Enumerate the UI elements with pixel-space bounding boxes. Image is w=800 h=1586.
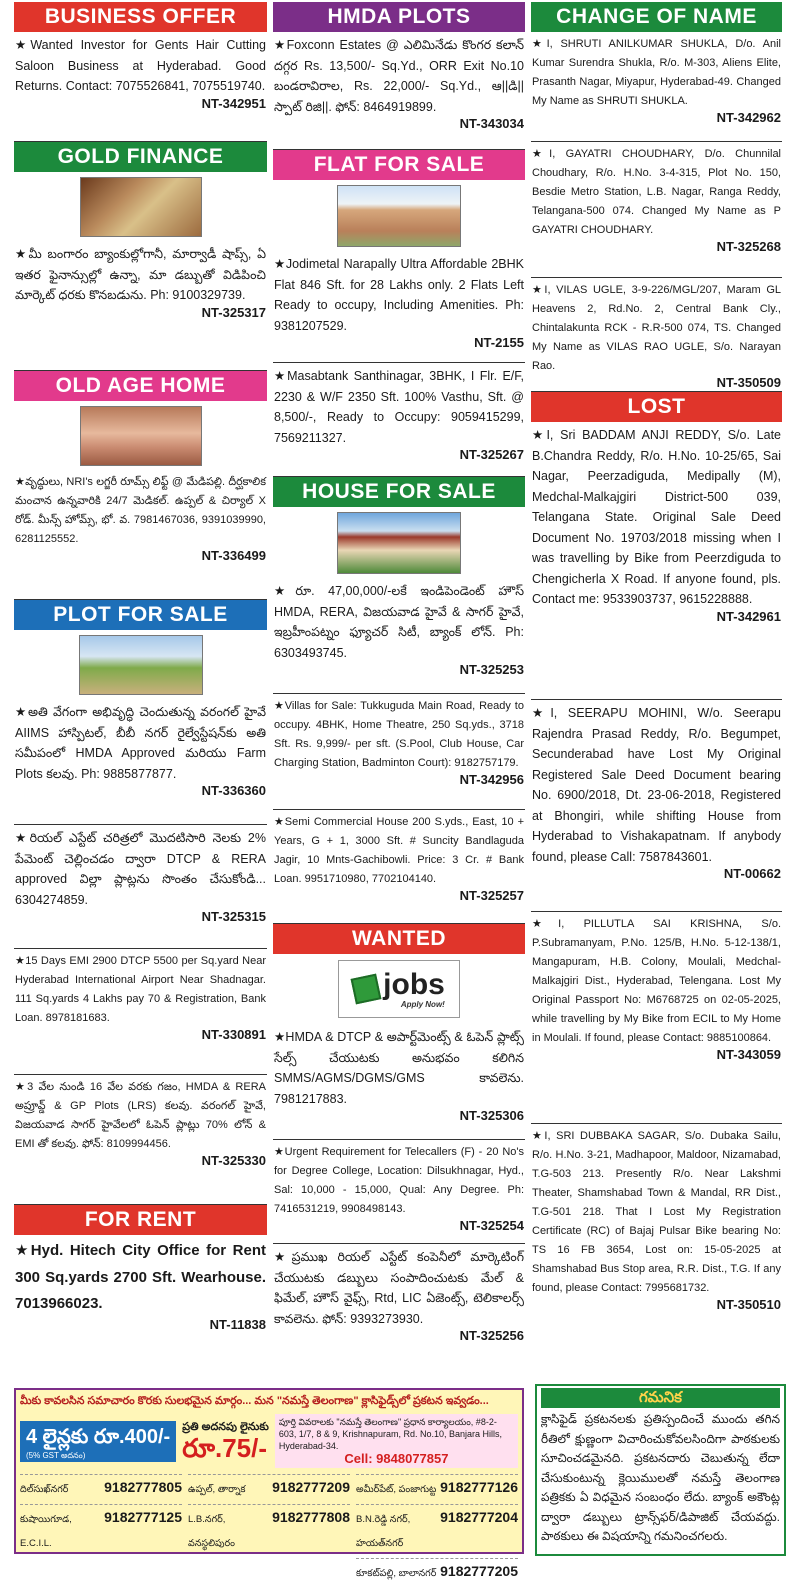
old-age-home-photo [80, 406, 202, 466]
ad-code: NT-325253 [459, 662, 524, 677]
ad-text: ★రూ. 47,00,000/-లకే ఇండిపెండెంట్ హౌస్ HMDA, RERA, విజయవాడ హైవే & సాగర్ హైవే, ఇబ్రహీంపట్నం ఫ్యూచర్ సిటీ, బ్యాంక్ లోన్. Ph: 6303493745. [274, 584, 524, 660]
ad-item [273, 810, 525, 924]
section-header-change-of-name: CHANGE OF NAME [531, 2, 782, 32]
ad-text: ★Wanted Investor for Gents Hair Cutting Saloon Business at Hyderabad. Good Returns. Contact: 7075526841, 7075519740. [15, 38, 266, 93]
ad-text: ★3 వేల నుండి 16 వేల వరకు గజం, HMDA & RERA అప్రూవ్డ్ & GP Plots (LRS) కలవు. వరంగల్ హైవే, విజయవాడ సాగర్ హైవేలలో ఓపెన్ ప్లాట్లు 70% లోన్ & EMI తో కలవు. ఫోన్: 8109994456. [15, 1081, 266, 1150]
section-header-old-age-home: OLD AGE HOME [14, 371, 267, 401]
contact-row: కూకట్‌పల్లి, బాలానగర్ 9182777205 [356, 1558, 518, 1586]
plot-for-sale-photo [79, 635, 203, 695]
ad-text: ★I, Sri BADDAM ANJI REDDY, S/o. Late B.Chandra Reddy, R/o. H.No. 10-25/65, Sai Nagar, Peerzadiguda, Medipally (M), Medchal-Malkajgiri District-500 039, Telangana State. Original Sale Deed Document No. 19703/2018 missing when I was travelling by Bike from Peerzdiguda to Chengicherla X Road. If anyone found, pls. Contact me: 9533903737, 9615228888. [532, 428, 781, 606]
house-photo [337, 512, 461, 574]
ad-code: NT-325268 [716, 239, 781, 254]
flat-photo [337, 185, 461, 247]
ad-item [273, 578, 525, 694]
extra-line-label: ప్రతి అదనపు లైనుకు [182, 1421, 269, 1433]
ad-item [14, 1075, 267, 1205]
ad-code: NT-342956 [459, 772, 524, 787]
ad-code: NT-325315 [201, 909, 266, 924]
contact-row: L.B.నగర్, వనస్థలిపురం 9182777808 [188, 1504, 350, 1556]
gold-finance-photo [80, 177, 202, 237]
section-header-plot-for-sale: PLOT FOR SALE [14, 600, 267, 630]
office-address-text: పూర్తి వివరాలకు "నమస్తే తెలంగాణ" ప్రధాన కార్యాలయం, #8-2-603, 1/7, 8 & 9, Krishnapuram, Rd. No.10, Banjara Hills, Hyderabad-34. [278, 1417, 502, 1451]
ad-item [531, 422, 782, 700]
ad-text: ★Foxconn Estates @ ఎలిమినేడు కొంగర కలాన్ దగ్గర Rs. 13,500/- Sq.Yd., ORR Exit No.10 బండరావిరాల, Rs. 22,000/- Sq.Yd., ఆ||డి|| స్పాట్ రిజి||. ఫోన్: 8464919899. [274, 38, 524, 114]
ad-text: ★I, PILLUTLA SAI KRISHNA, S/o. P.Subramanyam, P.No. 125/B, H.No. 5-12-138/1, Mangapuram, H.B. Colony, Moulali, Medchal-Malkajgiri Dist., Hyderabad, Telengana. Lost My Original Passport No: M6768725 on 02-05-2025, while travelling by My Bike from ECIL to My Home in Moulali. If found, please Contact: 9885100864. [532, 918, 781, 1044]
ad-item [14, 699, 267, 825]
ad-text: ★I, SRI DUBBAKA SAGAR, S/o. Dubaka Sailu, R/o. H.No. 3-21, Madhapoor, Maldoor, Nizamabad, T.G-503 213. Presently R/o. Near Lakshmi Theater, Shamshabad Town & Mandal, RR Dist., T.G-501 218. That I Lost My Registration Certificate (RC) of Bajaj Pulsar Bike bearing No: TS 16 FB 3654, Lost on: 15-05-2025 at Shamshabad Bus Stop area, R.R. Dist., T.G. If any found, please Contact: 7995681732. [532, 1130, 781, 1294]
ad-code: NT-325267 [459, 447, 524, 462]
notice-box [535, 1384, 786, 1556]
ad-text: ★Urgent Requirement for Telecallers (F) - 20 No's for Degree College, Location: Dilsukhnagar, Hyd., Sal: 10,000 - 15,000, Qual: Any Degree. Ph: 7416531219, 9908498143. [274, 1146, 524, 1215]
columns [14, 2, 788, 1382]
ad-text: ★మీ బంగారం బ్యాంకుల్లోగానీ, మార్వాడీ షాప్స్, ఏ ఇతర ఫైనాన్సుల్లో ఉన్నా, మా డబ్బుతో విడిపించి మార్కెట్ ధరకు కొనబడును. Ph: 9100329739. [15, 247, 266, 302]
ad-text: ★I, VILAS UGLE, 3-9-226/MGL/207, Maram GL Heavens 2, Rd.No. 2, Central Bank Cly., Chintalakunta RCK - R.R-500 074, TS. Changed My Name as VILAS RAO UGLE, S/o. Narayan Rao. [532, 284, 781, 372]
ad-item [273, 32, 525, 150]
column-3 [531, 2, 782, 1382]
base-price-label: 4 లైన్లకు రూ.400/- [26, 1425, 171, 1448]
contact-row: దిల్‌సుఖ్‌నగర్ 9182777805 [20, 1474, 182, 1502]
ad-text: ★I, SEERAPU MOHINI, W/o. Seerapu Rajendra Prasad Reddy, R/o. Begumpet, Secunderabad have Lost My Original Registered Sale Deed Document bearing No. 6900/2018, Dt. 23-06-2018, Registered at Bhongiri, while shifting House from Hyderabad to Vishakapatnam. If anybody found, please Call: 7587843601. [532, 706, 781, 864]
ad-item [531, 912, 782, 1124]
ad-text: ★HMDA & DTCP & అపార్ట్‌మెంట్స్ & ఓపెన్ ప్లాట్స్ సేల్స్ చేయుటకు అనుభవం కలిగిన SMMS/AGMS/DGMS/GMS కావలెను. 7981217883. [274, 1030, 524, 1106]
ad-item [14, 825, 267, 949]
jobs-logo [338, 960, 460, 1018]
section-header-for-rent: FOR RENT [14, 1205, 267, 1235]
rate-card-tagline: మీకు కావలసిన సమాచారం కొరకు సులభమైన మార్గం... మన "నమస్తే తెలంగాణ" క్లాసిఫైడ్స్‌లో ప్రకటన ఇవ్వడం... [20, 1395, 489, 1407]
ad-text: ★Masabtank Santhinagar, 3BHK, I Flr. E/F, 2230 & W/F 2350 Sft. 100% Vasthu, Sft. @ 8,500/-, Ready to Occupy: 9059415299, 7569211327. [274, 369, 524, 445]
jobs-logo-icon [351, 974, 382, 1005]
extra-line-price: రూ.75/- [182, 1433, 267, 1463]
ad-item [531, 142, 782, 278]
section-header-lost: LOST [531, 392, 782, 422]
ad-text: ★I, GAYATRI CHOUDHARY, D/o. Chunnilal Choudhary, R/o. H.No. 3-4-315, Plot No. 150, Besdie Metro Station, L.B. Nagar, Ranga Reddy, Telangana-500 074. Changed My Name as P GAYATRI CHOUDHARY. [532, 148, 781, 236]
ad-code: NT-342962 [716, 110, 781, 125]
ad-code: NT-325254 [459, 1218, 524, 1233]
base-price [20, 1421, 176, 1462]
contact-row: కుషాయిగూడ, E.C.I.L. 9182777125 [20, 1504, 182, 1556]
rate-card [14, 1388, 524, 1579]
contact-row: అమీర్‌పేట్, పంజాగుట్ట 9182777126 [356, 1474, 518, 1502]
ad-item [14, 470, 267, 600]
ad-item [273, 251, 525, 363]
ad-item [14, 32, 267, 142]
ad-code: NT-350509 [716, 375, 781, 390]
ad-item [531, 700, 782, 912]
ad-code: NT-330891 [201, 1027, 266, 1042]
ad-text: ★I, SHRUTI ANILKUMAR SHUKLA, D/o. Anil Kumar Surendra Shukla, R/o. M-303, Aliens Elite, Prasanth Nagar, Miyapur, Hyderabad-49. Changed My Name as SHRUTI SHUKLA. [532, 38, 781, 107]
ad-text: ★Villas for Sale: Tukkuguda Main Road, Ready to occupy. 4BHK, Home Theatre, 250 Sq.yds., 3718 Sft. Rs. 9,999/- per sft. (S.Pool, Club House, Car Charging Station, Badminton Court): 9182757179. [274, 700, 524, 769]
office-cell: Cell: 9848077857 [344, 1451, 449, 1466]
ad-item [531, 1124, 782, 1326]
ad-code: NT-00662 [723, 866, 781, 881]
ad-text: ★రియల్ ఎస్టేట్ చరిత్రలో మొదటిసారి నెలకు 2% పేమెంట్ చెల్లించడం ద్వారా DTCP & RERA approved విల్లా ప్లాట్లను సొంతం చేసుకోండి... 6304274859. [15, 831, 266, 907]
ad-item [531, 32, 782, 142]
ad-code: NT-343059 [716, 1047, 781, 1062]
section-header-flat-for-sale: FLAT FOR SALE [273, 150, 525, 180]
jobs-logo-text: jobs [383, 967, 445, 1001]
column-2 [273, 2, 525, 1382]
ad-text: ★ప్రముఖ రియల్ ఎస్టేట్ కంపెనీలో మార్కెటింగ్ చేయుటకు డబ్బులు సంపాదించుటకు మేల్ & ఫిమేల్, హౌస్ వైఫ్స్, Rtd, LIC ఏజెంట్స్, టెలికాలర్స్ కావలెను. ఫోన్: 9393273930. [274, 1250, 524, 1326]
ad-text: ★అతి వేగంగా అభివృద్ధి చెందుతున్న వరంగల్ హైవే AIIMS హాస్పిటల్, బీబీ నగర్ రైల్వేస్టేషన్‌కు అతి సమీపంలో HMDA Approved మరియు Farm Plots కలవు. Ph: 9885877877. [15, 705, 266, 781]
section-header-wanted: WANTED [273, 924, 525, 954]
ad-item [273, 1140, 525, 1244]
gst-note: (5% GST అదనం) [26, 1450, 86, 1460]
ad-text: ★Hyd. Hitech City Office for Rent 300 Sq.yards 2700 Sft. Wearhouse. 7013966023. [15, 1242, 266, 1312]
ad-item [531, 278, 782, 392]
ad-code: NT-325256 [459, 1328, 524, 1343]
ad-item [273, 694, 525, 810]
ad-code: NT-325317 [201, 304, 266, 320]
ad-code: NT-325306 [459, 1108, 524, 1123]
ad-text: ★Jodimetal Narapally Ultra Affordable 2BHK Flat 846 Sft. for 28 Lakhs only. 2 Flats Left Ready to occupy, Including Amenities. Ph: 9381207529. [274, 257, 524, 333]
ad-item [14, 949, 267, 1075]
ad-item [14, 241, 267, 371]
section-header-house-for-sale: HOUSE FOR SALE [273, 477, 525, 507]
jobs-logo-subtext: Apply Now! [400, 999, 445, 1009]
ad-item [273, 1024, 525, 1140]
ad-item [273, 1244, 525, 1368]
ad-code: NT-350510 [716, 1297, 781, 1312]
ad-code: NT-2155 [474, 335, 524, 350]
ad-text: ★వృద్ధులు, NRI's లగ్జరీ రూమ్స్ లిఫ్ట్ @ మేడిపల్లి. దీర్ఘకాలిక మంచాన ఉన్నవారికి 24/7 మెడికల్. ఉప్పల్ & చిర్యాల్ X రోడ్. మీన్స్ హోమ్స్, భో. వ. 7981467036, 9391039990, 6281125552. [15, 476, 266, 545]
contact-row: B.N.రెడ్డి నగర్, హయత్‌నగర్ 9182777204 [356, 1504, 518, 1556]
notice-title: గమనిక [541, 1388, 780, 1408]
ad-code: NT-11838 [209, 1316, 266, 1332]
ad-text: ★Semi Commercial House 200 S.yds., East, 10 + Years, G + 1, 3000 Sft. # Suncity Bandlaguda Jagir, 10 Mnts-Gachibowli. Price: 3 Cr. # Bank Loan. 9951710980, 7702104140. [274, 816, 524, 885]
contact-row: ఉప్పల్, తార్నాక 9182777209 [188, 1474, 350, 1502]
ad-code: NT-336499 [201, 548, 266, 563]
office-address [275, 1414, 518, 1468]
ad-item [273, 363, 525, 477]
ad-text: ★15 Days EMI 2900 DTCP 5500 per Sq.yard Near Hyderabad International Airport Near Shadnagar. 111 Sq.yards 4 Lakhs pay 70 & Registration, Bank Loan. 8978181683. [15, 955, 266, 1024]
section-header-hmda-plots: HMDA PLOTS [273, 2, 525, 32]
ad-code: NT-325257 [459, 888, 524, 903]
ad-code: NT-342951 [201, 95, 266, 111]
notice-text: క్లాసిఫైడ్ ప్రకటనలకు ప్రతిస్పందించే ముందు తగిన రీతిలో క్షుణ్ణంగా విచారించుకోవలసిందిగా పాఠకులకు సూచించడమైనది. ప్రకటనదారు చెబుతున్న లేదా చేసుకుంటున్న క్లెయిములతో నమస్తే తెలంగాణ పత్రికకు ఏ విధమైన సంబంధం లేదు. బ్యాంక్ అకౌంట్ల ద్వారా డబ్బులు ట్రాన్స్‌ఫర్/డిపాజిట్ చేయవద్దు. పాఠకులు ఈ విషయాన్ని గమనించగలరు. [541, 1412, 780, 1543]
branch-contacts [20, 1474, 518, 1586]
ad-item [14, 1235, 267, 1369]
column-1 [14, 2, 267, 1382]
section-header-gold-finance: GOLD FINANCE [14, 142, 267, 172]
ad-code: NT-342961 [716, 608, 781, 624]
ad-code: NT-336360 [201, 783, 266, 798]
ad-code: NT-343034 [459, 116, 524, 131]
section-header-business-offer: BUSINESS OFFER [14, 2, 267, 32]
ad-code: NT-325330 [201, 1153, 266, 1168]
